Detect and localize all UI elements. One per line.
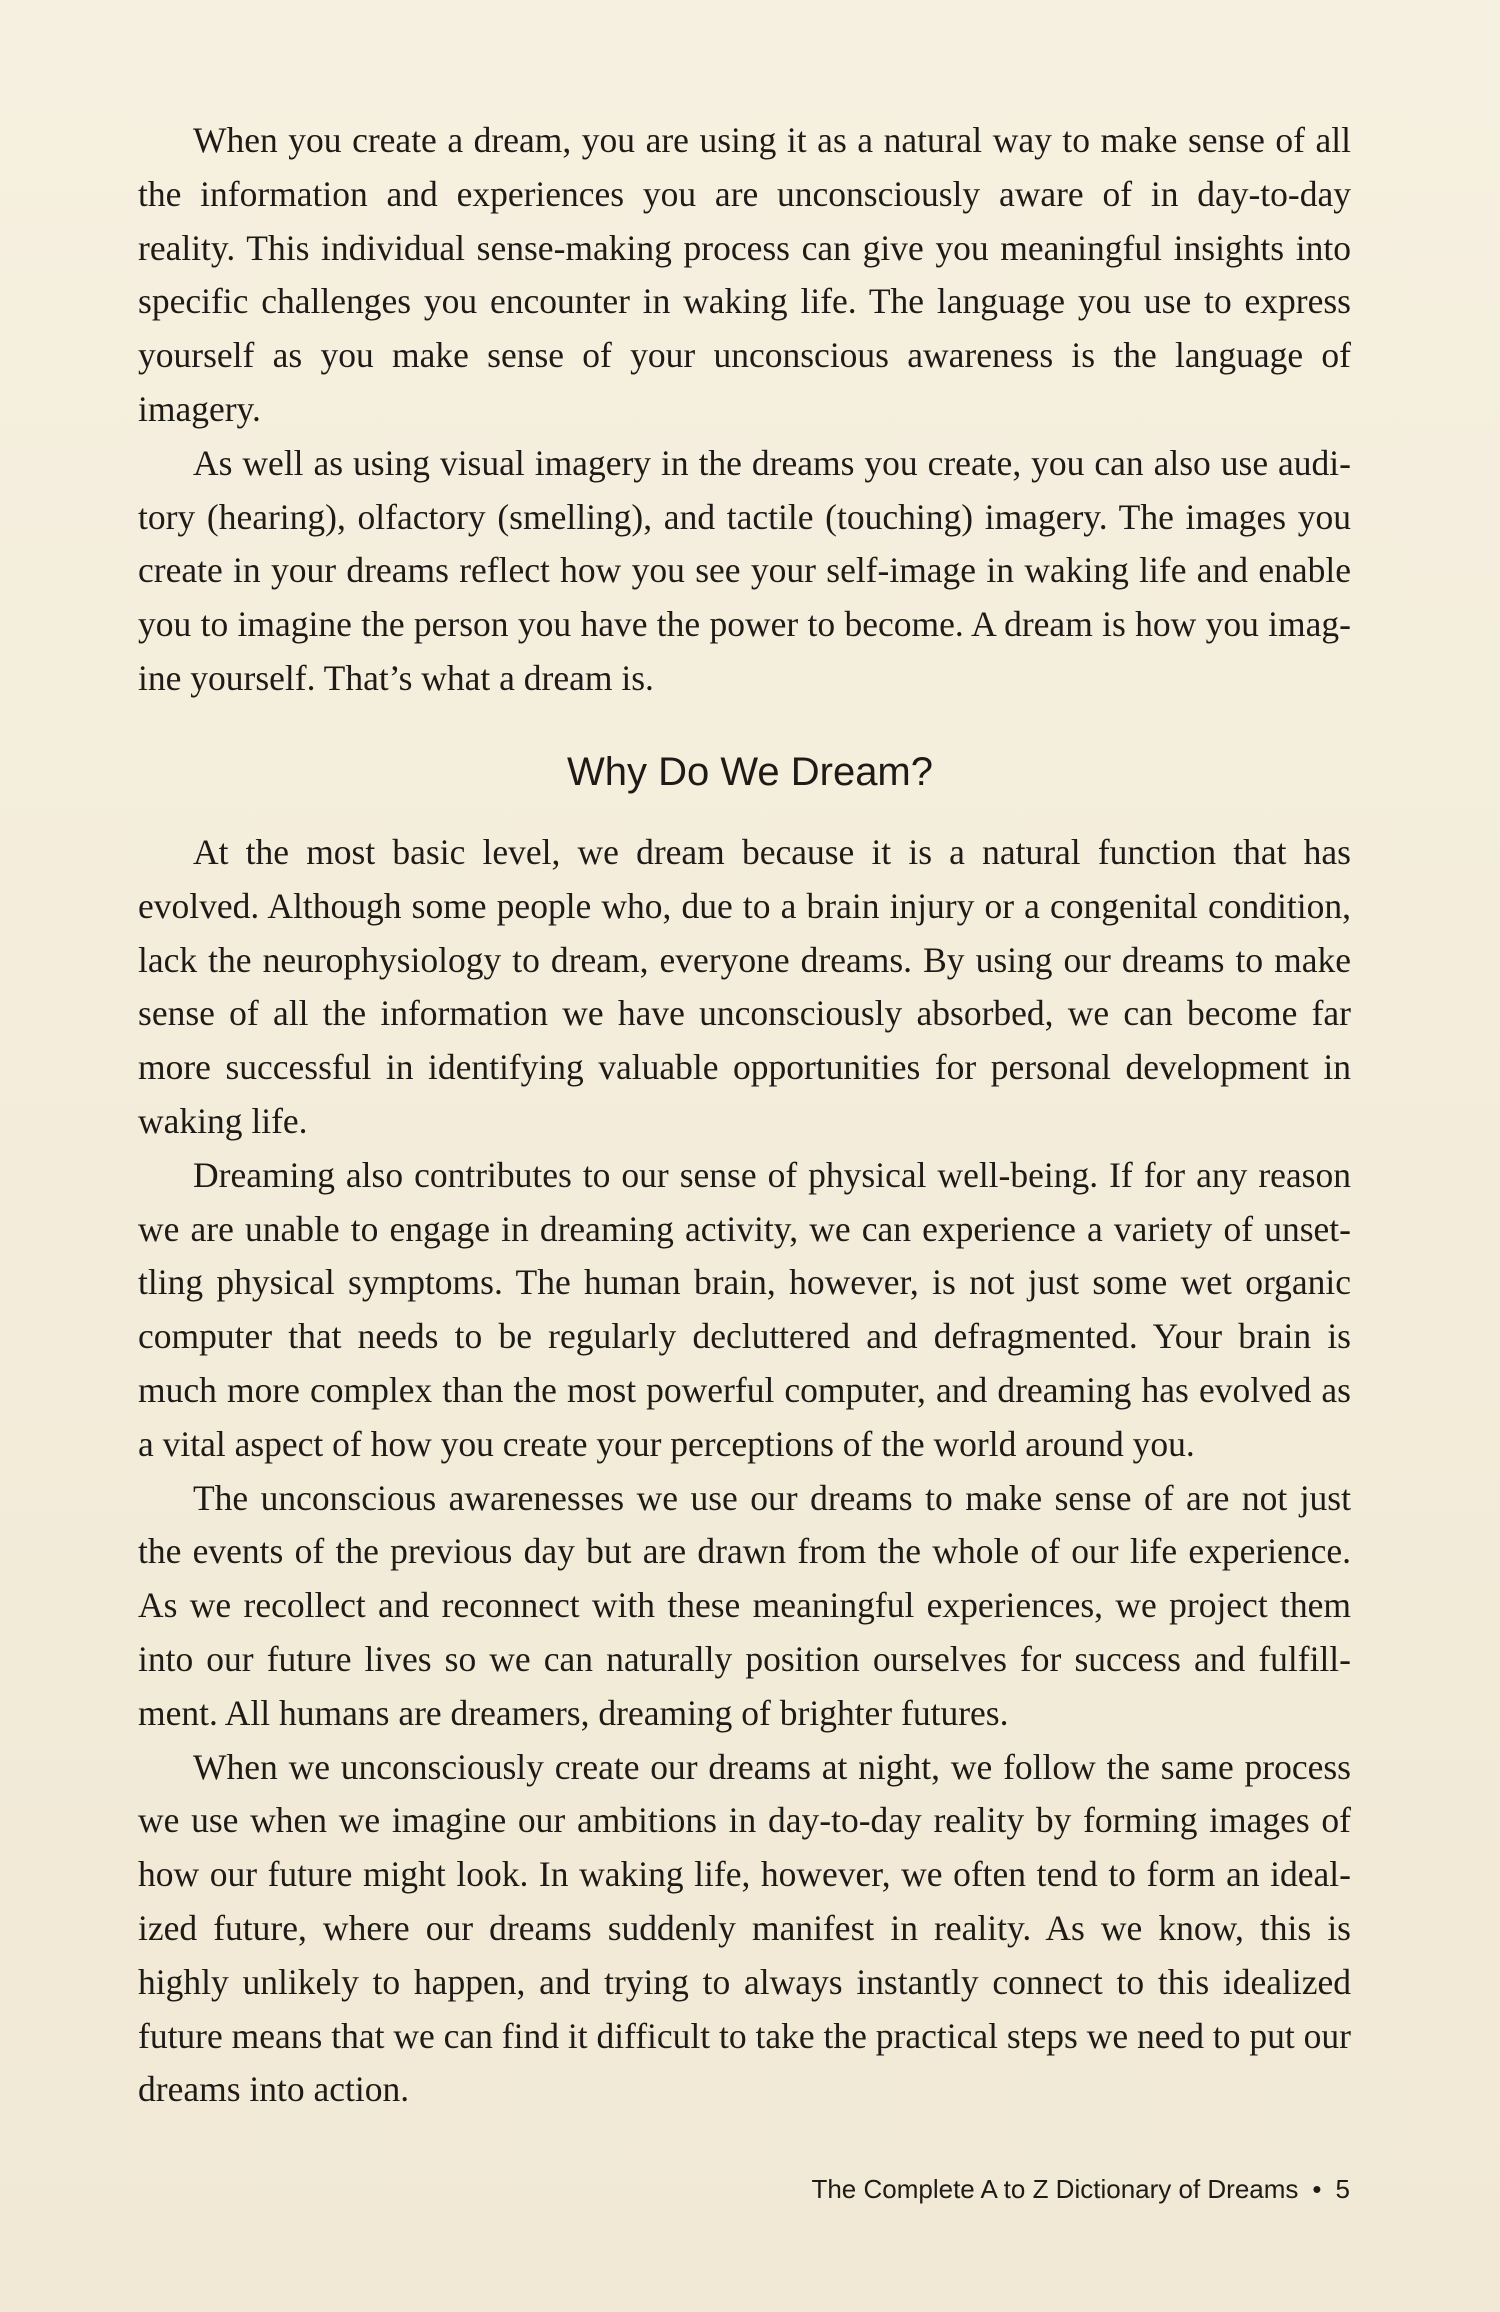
footer-book-title: The Complete A to Z Dictionary of Dreams	[811, 2174, 1299, 2204]
section-heading: Why Do We Dream?	[566, 750, 933, 794]
paragraph: The unconscious awarenesses we use our dreams to make sense of are not just the events of the previous day but are drawn from the whole of our life experience. As we recollect and reconnect with these meaningful experiences, we project them into our future lives so we can naturally position ourselves for success and fulfillment. All humans are dreamers, dreaming of brighter futures.	[138, 1477, 1351, 1733]
paragraph: Dreaming also contributes to our sense of physical well-being. If for any reason we are unable to engage in dreaming activity, we can experience a variety of unsettling physical symptoms. The human brain, however, is not just some wet organic computer that needs to be regularly decluttered and defragmented. Your brain is much more complex than the most powerful computer, and dreaming has evolved as a vital aspect of how you create your perceptions of the world around you.	[138, 1154, 1351, 1464]
footer-separator: •	[1312, 2174, 1322, 2204]
paragraph: When we unconsciously create our dreams at night, we follow the same process we use when we imagine our ambitions in day-to-day reality by forming images of how our future might look. In waking life, however, we often tend to form an idealized future, where our dreams suddenly manifest in reality. As we know, this is highly unlikely to happen, and trying to always instantly connect to this idealized future means that we can find it difficult to take the practical steps we need to put our dreams into action.	[138, 1746, 1351, 2110]
page-number: 5	[1335, 2174, 1350, 2204]
paragraph: At the most basic level, we dream because it is a natural function that has evolved. Although some people who, due to a brain injury or a congenital condition, lack the neurophysiology to dream, everyone dreams. By using our dreams to make sense of all the information we have unconsciously absorbed, we can become far more successful in identifying valuable opportunities for personal development in waking life.	[138, 832, 1351, 1141]
running-footer	[811, 2172, 1350, 2206]
intro-text-block	[138, 114, 1351, 706]
why-text-block	[138, 826, 1351, 2117]
paragraph: When you create a dream, you are using it as a natural way to make sense of all the information and experiences you are unconsciously aware of in day-to-day reality. This individual sense-making process can give you meaningful insights into specific challenges you encounter in waking life. The language you use to express yourself as you make sense of your unconscious awareness is the language of imagery.	[138, 120, 1351, 429]
paragraph: As well as using visual imagery in the dreams you create, you can also use auditory (hearing), olfactory (smelling), and tactile (touching) imagery. The images you create in your dreams reflect how you see your self-image in waking life and enable you to imagine the person you have the power to become. A dream is how you imagine yourself. That’s what a dream is.	[138, 442, 1351, 698]
